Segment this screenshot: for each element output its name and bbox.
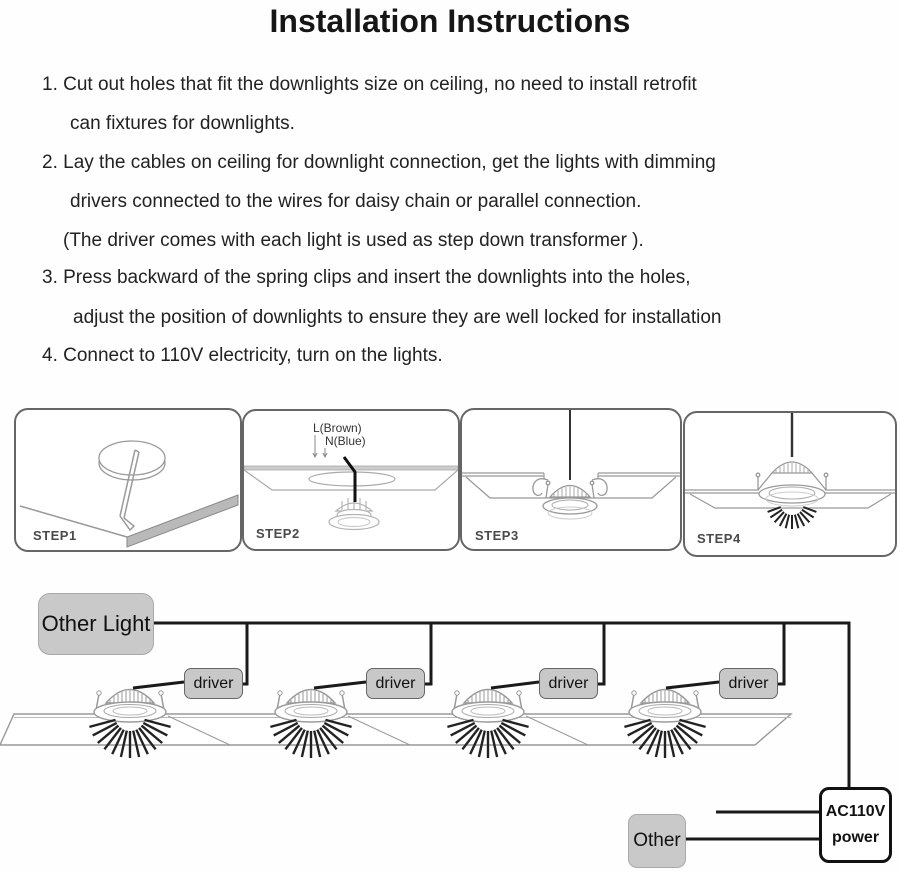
- instruction-line: drivers connected to the wires for daisy chain or parallel connection.: [70, 191, 642, 212]
- wiring-diagram: [0, 590, 900, 873]
- step2-label: STEP2: [256, 526, 300, 541]
- instruction-line: 2. Lay the cables on ceiling for downlight connection, get the lights with dimming: [42, 152, 716, 173]
- step1-panel: [14, 408, 242, 552]
- step4-label: STEP4: [697, 531, 741, 546]
- cutout-disc: [99, 441, 165, 475]
- downlight-body: [543, 486, 597, 520]
- live-wire-label: L(Brown): [313, 421, 362, 435]
- light-rays: [768, 507, 817, 529]
- driver-node: driver: [539, 668, 598, 699]
- instruction-line: (The driver comes with each light is used as step down transformer ).: [63, 230, 644, 251]
- step3-label: STEP3: [475, 528, 519, 543]
- driver-node: driver: [184, 668, 243, 699]
- neutral-wire-label: N(Blue): [325, 434, 366, 448]
- instruction-line: 3. Press backward of the spring clips and insert the downlights into the holes,: [42, 267, 691, 288]
- instruction-line: 1. Cut out holes that fit the downlights size on ceiling, no need to install retrofit: [42, 74, 697, 95]
- instruction-line: adjust the position of downlights to ensure they are well locked for installation: [73, 307, 722, 328]
- instruction-line: can fixtures for downlights.: [70, 113, 295, 134]
- step3-panel: [460, 408, 682, 551]
- other-node: Other: [628, 814, 686, 868]
- driver-node: driver: [366, 668, 425, 699]
- page-title: Installation Instructions: [269, 3, 631, 39]
- ac-power-node: [819, 787, 892, 863]
- ac-power-line1: AC110V: [825, 803, 886, 821]
- step1-label: STEP1: [33, 528, 77, 543]
- driver-node: driver: [719, 668, 778, 699]
- ceiling-hole: [309, 472, 395, 486]
- step4-panel: [683, 411, 897, 557]
- other-light-node: Other Light: [38, 593, 154, 655]
- ceiling-cut-edge: [127, 495, 238, 547]
- step2-panel: [242, 409, 460, 551]
- instruction-line: 4. Connect to 110V electricity, turn on the lights.: [42, 345, 443, 366]
- ac-power-line2: power: [831, 829, 880, 846]
